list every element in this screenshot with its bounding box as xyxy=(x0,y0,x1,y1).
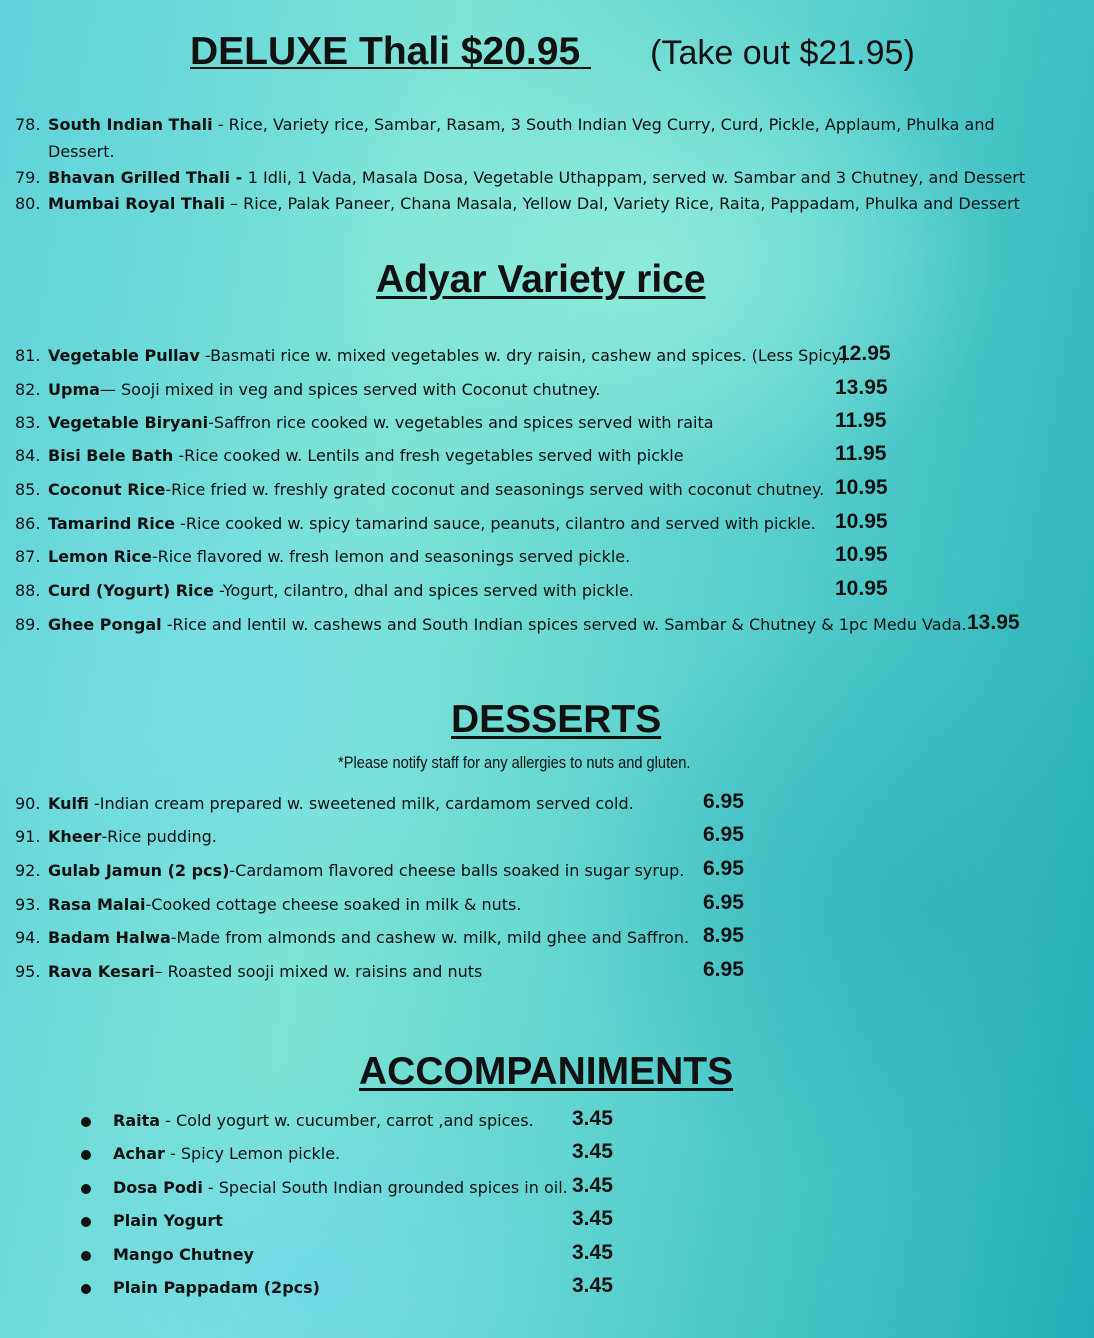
item-name: Raita xyxy=(113,1111,161,1130)
item-price-93: 6.95 xyxy=(703,891,744,914)
item-name: Upma xyxy=(48,380,100,399)
item-price-92: 6.95 xyxy=(703,857,744,880)
item-description: -Made from almonds and cashew w. milk, mild ghee and Saffron. xyxy=(170,928,690,947)
item-name: South Indian Thali xyxy=(48,115,213,134)
item-price-87: 10.95 xyxy=(835,543,888,566)
menu-item-82 xyxy=(15,380,600,399)
item-description: - Rice, Variety rice, Sambar, Rasam, 3 South Indian Veg Curry, Curd, Pickle, Applaum, Phulka and xyxy=(212,115,995,134)
item-name: Mango Chutney xyxy=(113,1245,254,1264)
menu-item-93 xyxy=(15,895,521,914)
item-name: Kulfi xyxy=(48,794,89,813)
item-description: -Rice flavored w. fresh lemon and seasonings served pickle. xyxy=(151,547,631,566)
item-description: -Rice cooked w. Lentils and fresh vegetables served with pickle xyxy=(173,446,684,465)
menu-item-89 xyxy=(15,615,967,634)
menu-item-92 xyxy=(15,861,684,880)
item-name: Gulab Jamun (2 pcs) xyxy=(48,861,230,880)
bullet-icon xyxy=(81,1117,91,1127)
item-number: 89. xyxy=(15,615,41,634)
item-number: 90. xyxy=(15,794,41,813)
accompaniment-price: 3.45 xyxy=(572,1107,613,1130)
menu-item-86 xyxy=(15,514,816,533)
accompaniment-price: 3.45 xyxy=(572,1274,613,1297)
bullet-icon xyxy=(81,1150,91,1160)
item-number: 95. xyxy=(15,962,41,981)
menu-item-83 xyxy=(15,413,714,432)
item-number: 82. xyxy=(15,380,41,399)
item-name: Coconut Rice xyxy=(48,480,166,499)
menu-item-78-continued xyxy=(48,142,115,161)
item-description: -Basmati rice w. mixed vegetables w. dry raisin, cashew and spices. (Less Spicy) xyxy=(199,346,848,365)
allergy-note: *Please notify staff for any allergies to nuts and gluten. xyxy=(338,753,691,772)
item-price-82: 13.95 xyxy=(835,376,888,399)
desserts-title: DESSERTS xyxy=(451,698,662,741)
variety-rice-title: Adyar Variety rice xyxy=(376,258,706,301)
item-name: Dosa Podi xyxy=(113,1178,203,1197)
accompaniments-title: ACCOMPANIMENTS xyxy=(359,1050,734,1093)
item-price-90: 6.95 xyxy=(703,790,744,813)
item-price-89: 13.95 xyxy=(967,611,1020,634)
item-description: -Yogurt, cilantro, dhal and spices served with pickle. xyxy=(213,581,634,600)
menu-item-79 xyxy=(15,168,1025,187)
item-description: -Saffron rice cooked w. vegetables and spices served with raita xyxy=(208,413,714,432)
bullet-icon xyxy=(81,1184,91,1194)
deluxe-thali-heading: DELUXE Thali $20.95 xyxy=(190,30,581,73)
item-description: - Cold yogurt w. cucumber, carrot ,and spices. xyxy=(160,1111,534,1130)
item-number: 79. xyxy=(15,168,41,187)
accompaniment-item xyxy=(113,1278,320,1297)
item-number: 83. xyxy=(15,413,41,432)
item-description: -Cooked cottage cheese soaked in milk & nuts. xyxy=(145,895,522,914)
item-name: Plain Pappadam (2pcs) xyxy=(113,1278,320,1297)
item-description: -Indian cream prepared w. sweetened milk, cardamom served cold. xyxy=(88,794,634,813)
item-description: – Roasted sooji mixed w. raisins and nuts xyxy=(154,962,483,981)
item-name: Achar xyxy=(113,1144,165,1163)
item-description: - Spicy Lemon pickle. xyxy=(164,1144,341,1163)
item-number: 84. xyxy=(15,446,41,465)
menu-item-95 xyxy=(15,962,482,981)
bullet-icon xyxy=(81,1251,91,1261)
accompaniment-price: 3.45 xyxy=(572,1174,613,1197)
item-number: 94. xyxy=(15,928,41,947)
menu-item-87 xyxy=(15,547,630,566)
accompaniment-item xyxy=(113,1211,223,1230)
deluxe-thali-title xyxy=(190,30,915,74)
item-number: 92. xyxy=(15,861,41,880)
item-name: Kheer xyxy=(48,827,102,846)
item-description-continued: Dessert. xyxy=(48,142,115,161)
accompaniment-item xyxy=(113,1245,254,1264)
item-description: – Rice, Palak Paneer, Chana Masala, Yellow Dal, Variety Rice, Raita, Pappadam, Phulka and Dessert xyxy=(224,194,1020,213)
accompaniment-price: 3.45 xyxy=(572,1140,613,1163)
item-name: Tamarind Rice xyxy=(48,514,176,533)
item-name: Vegetable Biryani xyxy=(48,413,209,432)
item-price-86: 10.95 xyxy=(835,510,888,533)
accompaniment-item xyxy=(113,1178,568,1197)
item-number: 85. xyxy=(15,480,41,499)
item-description: -Rice pudding. xyxy=(101,827,217,846)
item-price-91: 6.95 xyxy=(703,823,744,846)
accompaniment-item xyxy=(113,1111,534,1130)
item-number: 91. xyxy=(15,827,41,846)
item-number: 87. xyxy=(15,547,41,566)
item-name: Badam Halwa xyxy=(48,928,171,947)
item-name: Plain Yogurt xyxy=(113,1211,223,1230)
menu-item-81 xyxy=(15,346,847,365)
item-name: Rava Kesari xyxy=(48,962,155,981)
bullet-icon xyxy=(81,1217,91,1227)
menu-item-78 xyxy=(15,115,995,134)
item-number: 78. xyxy=(15,115,41,134)
item-price-81: 12.95 xyxy=(838,342,891,365)
item-price-95: 6.95 xyxy=(703,958,744,981)
item-description: -Cardamom flavored cheese balls soaked in sugar syrup. xyxy=(229,861,685,880)
item-price-94: 8.95 xyxy=(703,924,744,947)
item-number: 86. xyxy=(15,514,41,533)
item-price-88: 10.95 xyxy=(835,577,888,600)
item-name: Vegetable Pullav xyxy=(48,346,200,365)
item-number: 81. xyxy=(15,346,41,365)
menu-item-84 xyxy=(15,446,684,465)
item-description: - Special South Indian grounded spices in oil. xyxy=(202,1178,568,1197)
item-description: 1 Idli, 1 Vada, Masala Dosa, Vegetable Uthappam, served w. Sambar and 3 Chutney, and Dessert xyxy=(247,168,1026,187)
item-description: — Sooji mixed in veg and spices served with Coconut chutney. xyxy=(99,380,601,399)
item-name: Bisi Bele Bath xyxy=(48,446,174,465)
item-name: Mumbai Royal Thali xyxy=(48,194,225,213)
item-description: -Rice and lentil w. cashews and South Indian spices served w. Sambar & Chutney & 1pc Medu Vada. xyxy=(161,615,967,634)
accompaniment-price: 3.45 xyxy=(572,1207,613,1230)
item-name: Rasa Malai xyxy=(48,895,146,914)
menu-item-90 xyxy=(15,794,634,813)
menu-item-88 xyxy=(15,581,634,600)
takeout-price: (Take out $21.95) xyxy=(650,34,915,72)
item-price-83: 11.95 xyxy=(835,409,887,432)
item-name: Curd (Yogurt) Rice xyxy=(48,581,214,600)
item-number: 88. xyxy=(15,581,41,600)
menu-item-91 xyxy=(15,827,217,846)
bullet-icon xyxy=(81,1284,91,1294)
item-description: -Rice cooked w. spicy tamarind sauce, peanuts, cilantro and served with pickle. xyxy=(175,514,816,533)
item-name: Ghee Pongal xyxy=(48,615,162,634)
item-name: Bhavan Grilled Thali - xyxy=(48,168,248,187)
accompaniment-price: 3.45 xyxy=(572,1241,613,1264)
item-price-84: 11.95 xyxy=(835,442,887,465)
menu-item-94 xyxy=(15,928,689,947)
accompaniment-item xyxy=(113,1144,340,1163)
item-price-85: 10.95 xyxy=(835,476,888,499)
menu-item-85 xyxy=(15,480,824,499)
item-number: 80. xyxy=(15,194,41,213)
item-name: Lemon Rice xyxy=(48,547,152,566)
menu-item-80 xyxy=(15,194,1020,213)
item-number: 93. xyxy=(15,895,41,914)
item-description: -Rice fried w. freshly grated coconut and seasonings served with coconut chutney. xyxy=(165,480,825,499)
title-underline-spacer xyxy=(580,30,650,74)
